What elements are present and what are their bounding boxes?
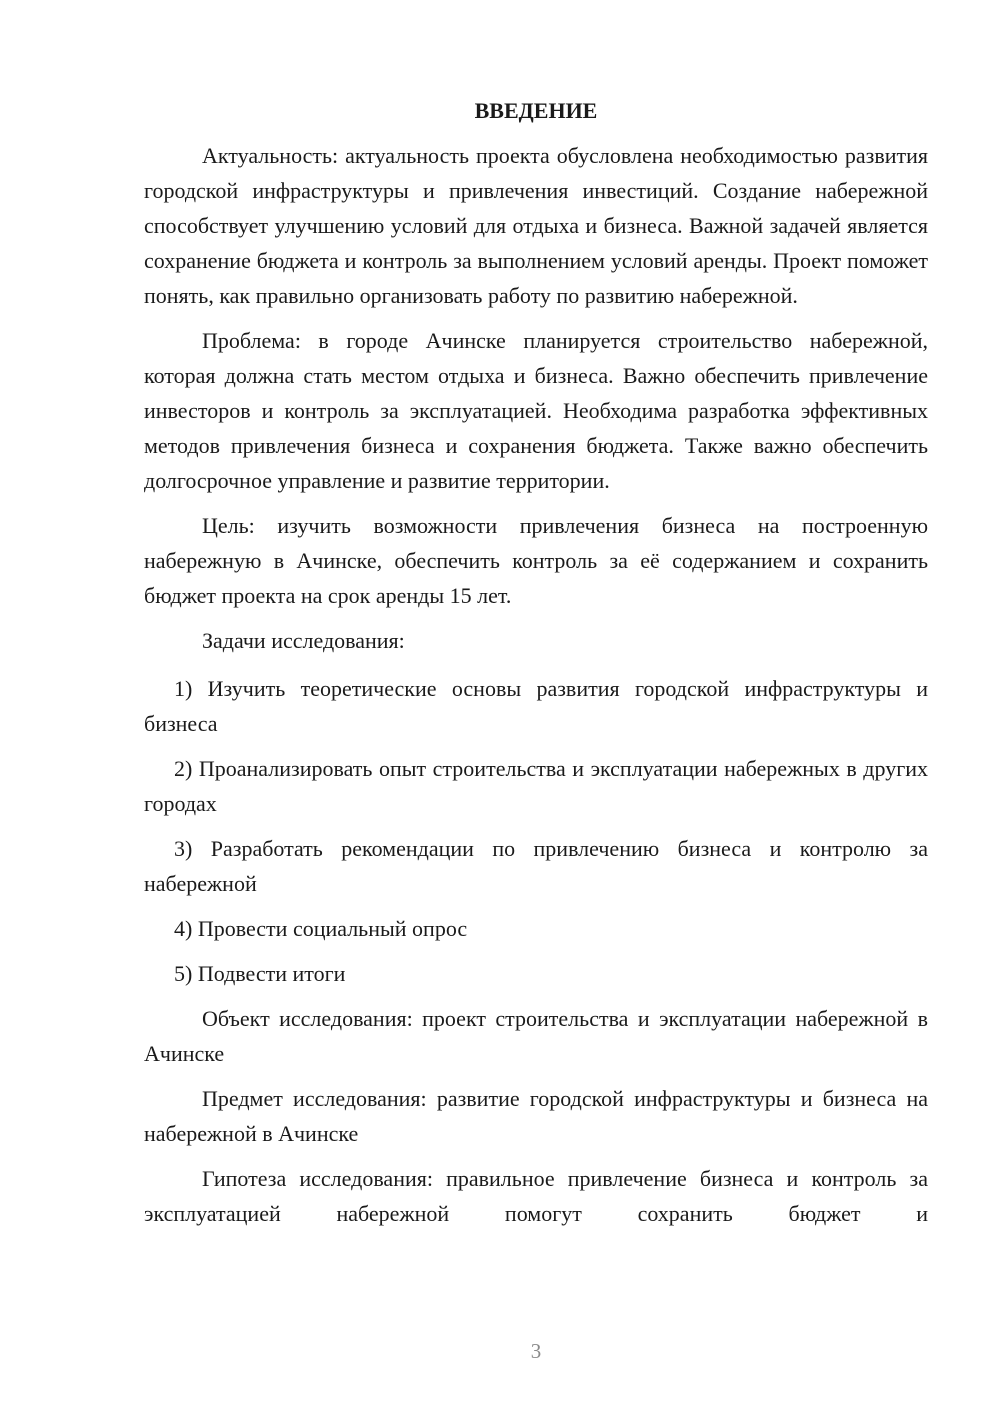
paragraph-object: Объект исследования: проект строительства и эксплуатации набережной в Ачинске [144,1006,928,1066]
task-item: 2) Проанализировать опыт строительства и эксплуатации набережных в других городах [144,756,928,816]
paragraph-relevance: Актуальность: актуальность проекта обусловлена необходимостью развития городской инфраструктуры и привлечения инвестиций. Создание набережной способствует улучшению условий для отдыха и бизнеса. Важной задачей является сохранение бюджета и контроль за выполнением условий аренды. Проект поможет понять, как правильно организовать работу по развитию набережной. [144,143,928,308]
page-content [144,93,928,1241]
paragraph-goal: Цель: изучить возможности привлечения бизнеса на построенную набережную в Ачинске, обеспечить контроль за её содержанием и сохранить бюджет проекта на срок аренды 15 лет. [144,513,928,608]
task-item: 4) Провести социальный опрос [174,916,468,941]
paragraph-problem: Проблема: в городе Ачинске планируется строительство набережной, которая должна стать местом отдыха и бизнеса. Важно обеспечить привлечение инвесторов и контроль за эксплуатацией. Необходима разработка эффективных методов привлечения бизнеса и сохранения бюджета. Также важно обеспечить долгосрочное управление и развитие территории. [144,328,928,493]
task-item: 3) Разработать рекомендации по привлечению бизнеса и контролю за набережной [144,836,928,896]
tasks-heading: Задачи исследования: [202,628,405,653]
paragraph-subject: Предмет исследования: развитие городской инфраструктуры и бизнеса на набережной в Ачинске [144,1086,928,1146]
task-item: 1) Изучить теоретические основы развития городской инфраструктуры и бизнеса [144,676,928,736]
page-number: 3 [530,1339,542,1363]
paragraph-hypothesis: Гипотеза исследования: правильное привлечение бизнеса и контроль за эксплуатацией набережной помогут сохранить бюджет и [144,1166,928,1226]
section-title: ВВЕДЕНИЕ [474,98,598,123]
task-item: 5) Подвести итоги [174,961,346,986]
